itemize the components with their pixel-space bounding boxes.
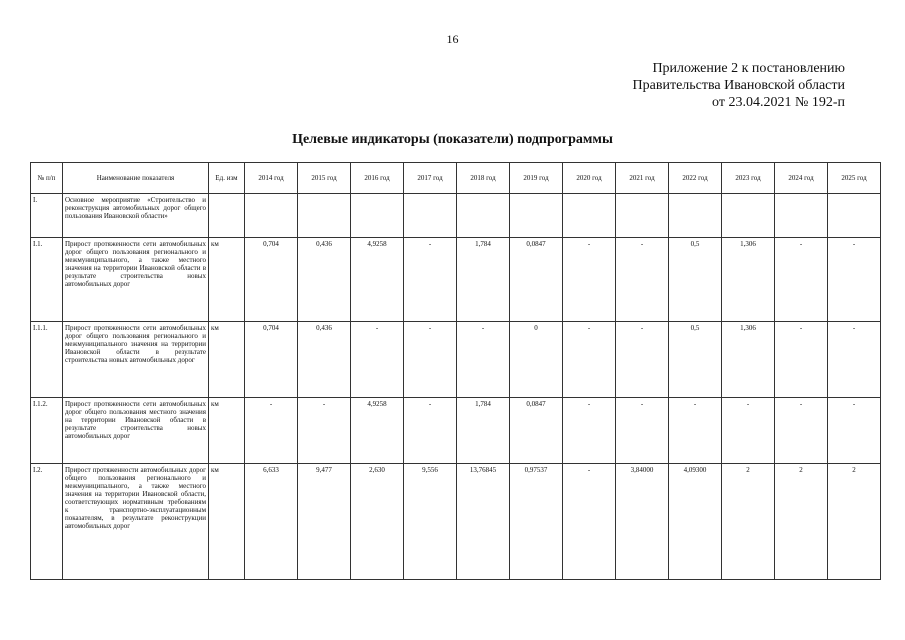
row-value: - bbox=[775, 398, 828, 464]
row-value: 9,477 bbox=[298, 464, 351, 580]
row-name: Прирост протяженности сети автомобильных дорог общего пользования регионального и межмуниципального, а также местного значения на территории Ивановской области в результате строительства новых автомобильных дорог bbox=[63, 238, 209, 322]
row-name: Прирост протяженности автомобильных дорог общего пользования регионального и межмуниципального, а также местного значения на территории Ивановской области, соответствующих нормативным требованиям к транспортно-эксплуатационным показателям, в результате реконструкции автомобильных дорог bbox=[63, 464, 209, 580]
row-num: I.2. bbox=[31, 464, 63, 580]
row-value: - bbox=[404, 322, 457, 398]
header-year: 2025 год bbox=[828, 163, 881, 194]
header-year: 2021 год bbox=[616, 163, 669, 194]
row-unit bbox=[209, 194, 245, 238]
header-year: 2018 год bbox=[457, 163, 510, 194]
row-value: - bbox=[616, 398, 669, 464]
row-value: - bbox=[563, 398, 616, 464]
row-value: - bbox=[828, 322, 881, 398]
row-value: - bbox=[245, 398, 298, 464]
row-value: - bbox=[775, 238, 828, 322]
header-year: 2019 год bbox=[510, 163, 563, 194]
row-value: 0,436 bbox=[298, 322, 351, 398]
header-unit: Ед. изм bbox=[209, 163, 245, 194]
row-value bbox=[775, 194, 828, 238]
row-value: 4,09300 bbox=[669, 464, 722, 580]
row-value: 0,704 bbox=[245, 238, 298, 322]
row-value: 13,76845 bbox=[457, 464, 510, 580]
row-num: I. bbox=[31, 194, 63, 238]
table-row bbox=[31, 398, 881, 464]
row-value: 0 bbox=[510, 322, 563, 398]
header-year: 2014 год bbox=[245, 163, 298, 194]
row-value: 9,556 bbox=[404, 464, 457, 580]
row-value: 1,784 bbox=[457, 238, 510, 322]
row-value: 0,0847 bbox=[510, 398, 563, 464]
appendix-line-1: Приложение 2 к постановлению bbox=[652, 61, 845, 76]
row-value: - bbox=[298, 398, 351, 464]
row-value: 0,5 bbox=[669, 238, 722, 322]
row-value: 0,5 bbox=[669, 322, 722, 398]
row-value: 0,0847 bbox=[510, 238, 563, 322]
document-title: Целевые индикаторы (показатели) подпрограммы bbox=[292, 132, 613, 147]
row-value bbox=[669, 194, 722, 238]
row-value bbox=[457, 194, 510, 238]
row-value: 0,704 bbox=[245, 322, 298, 398]
row-value: 2 bbox=[828, 464, 881, 580]
row-value: 2 bbox=[775, 464, 828, 580]
row-value: - bbox=[457, 322, 510, 398]
row-value bbox=[616, 194, 669, 238]
row-num: I.1. bbox=[31, 238, 63, 322]
page-number: 16 bbox=[446, 32, 459, 46]
row-value bbox=[828, 194, 881, 238]
header-year: 2024 год bbox=[775, 163, 828, 194]
row-value: - bbox=[828, 238, 881, 322]
table-row bbox=[31, 194, 881, 238]
appendix-line-2: Правительства Ивановской области bbox=[632, 78, 845, 93]
row-value: - bbox=[616, 322, 669, 398]
table-row bbox=[31, 238, 881, 322]
appendix-block bbox=[633, 60, 845, 111]
row-value bbox=[245, 194, 298, 238]
header-year: 2017 год bbox=[404, 163, 457, 194]
row-value: 4,9258 bbox=[351, 238, 404, 322]
row-value: - bbox=[616, 238, 669, 322]
row-num: I.1.2. bbox=[31, 398, 63, 464]
row-value bbox=[563, 194, 616, 238]
row-value: 1,306 bbox=[722, 322, 775, 398]
row-unit: км bbox=[209, 322, 245, 398]
row-value: - bbox=[404, 238, 457, 322]
row-value: - bbox=[351, 322, 404, 398]
row-value: - bbox=[722, 398, 775, 464]
row-value bbox=[510, 194, 563, 238]
row-value: - bbox=[404, 398, 457, 464]
row-value: - bbox=[563, 238, 616, 322]
row-value: 2,630 bbox=[351, 464, 404, 580]
table-header-row bbox=[31, 163, 881, 194]
row-unit: км bbox=[209, 398, 245, 464]
row-value: - bbox=[563, 322, 616, 398]
row-value: 3,84000 bbox=[616, 464, 669, 580]
row-value: 2 bbox=[722, 464, 775, 580]
row-value bbox=[404, 194, 457, 238]
row-value: 4,9258 bbox=[351, 398, 404, 464]
row-value: - bbox=[775, 322, 828, 398]
row-name: Прирост протяженности сети автомобильных дорог общего пользования регионального и межмуниципального значения на территории Ивановской области в результате строительства новых автомобильных дорог bbox=[63, 322, 209, 398]
header-name: Наименование показателя bbox=[63, 163, 209, 194]
row-value: 0,436 bbox=[298, 238, 351, 322]
row-value: 0,97537 bbox=[510, 464, 563, 580]
row-unit: км bbox=[209, 464, 245, 580]
row-unit: км bbox=[209, 238, 245, 322]
appendix-line-3: от 23.04.2021 № 192-п bbox=[712, 95, 845, 110]
row-value bbox=[722, 194, 775, 238]
row-value bbox=[351, 194, 404, 238]
header-year: 2016 год bbox=[351, 163, 404, 194]
header-year: 2022 год bbox=[669, 163, 722, 194]
indicators-table bbox=[30, 162, 881, 580]
row-num: I.1.1. bbox=[31, 322, 63, 398]
row-value: - bbox=[563, 464, 616, 580]
row-name: Основное мероприятие «Строительство и реконструкция автомобильных дорог общего пользования Ивановской области» bbox=[63, 194, 209, 238]
row-value bbox=[298, 194, 351, 238]
header-year: 2015 год bbox=[298, 163, 351, 194]
header-year: 2020 год bbox=[563, 163, 616, 194]
row-value: - bbox=[828, 398, 881, 464]
header-num: № п/п bbox=[31, 163, 63, 194]
row-value: - bbox=[669, 398, 722, 464]
table-row bbox=[31, 322, 881, 398]
row-value: 6,633 bbox=[245, 464, 298, 580]
header-year: 2023 год bbox=[722, 163, 775, 194]
row-name: Прирост протяженности сети автомобильных дорог общего пользования местного значения на территории Ивановской области в результате строительства новых автомобильных дорог bbox=[63, 398, 209, 464]
table-row bbox=[31, 464, 881, 580]
row-value: 1,306 bbox=[722, 238, 775, 322]
row-value: 1,784 bbox=[457, 398, 510, 464]
